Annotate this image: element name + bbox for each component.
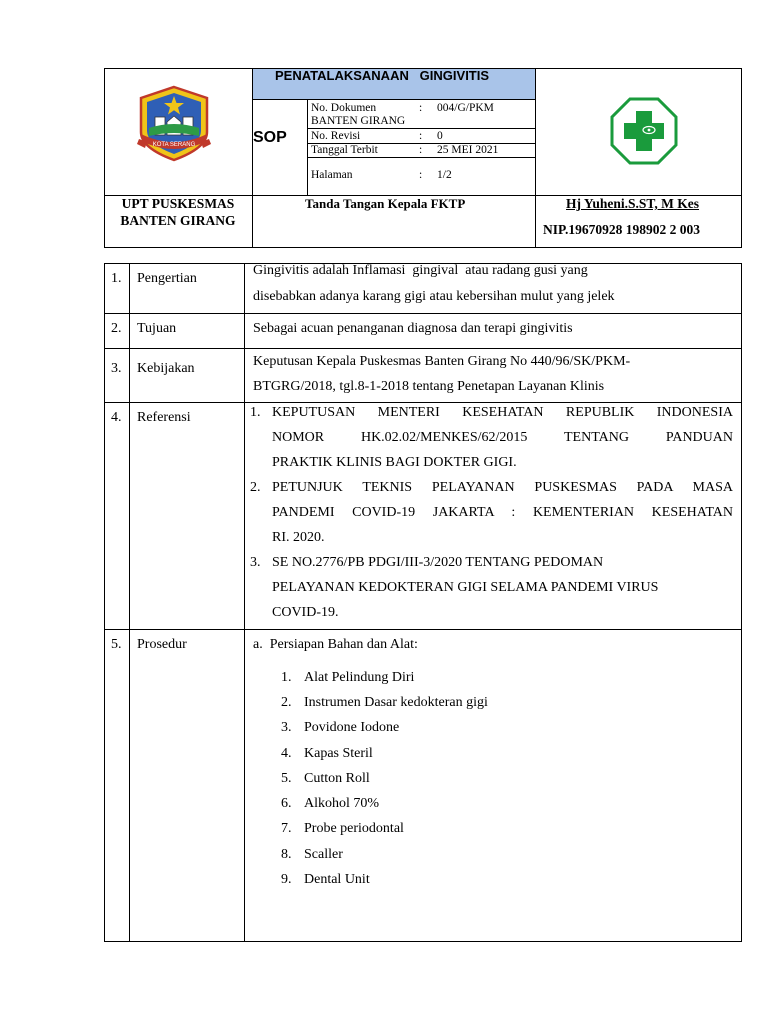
ref-line: PETUNJUK TEKNIS PELAYANAN PUSKESMAS PADA MASA <box>272 480 733 495</box>
meta-doc-label: No. Dokumen <box>311 102 377 114</box>
puskesmas-logo <box>610 97 678 165</box>
row-label-kebijakan: Kebijakan <box>137 361 195 376</box>
list-item-number: 1. <box>281 670 292 685</box>
row-number: 4. <box>111 410 122 425</box>
ref-line: PANDEMI COVID-19 JAKARTA : KEMENTERIAN KESEHATAN <box>272 505 733 520</box>
meta-page-colon: : <box>419 169 423 181</box>
list-item: Povidone Iodone <box>304 720 400 735</box>
row-text: Keputusan Kepala Puskesmas Banten Girang No 440/96/SK/PKM- <box>253 354 631 369</box>
logo-banner-text: KOTA SERANG <box>152 142 196 148</box>
list-item-number: 4. <box>281 746 292 761</box>
org-name-line2: BANTEN GIRANG <box>120 213 236 228</box>
org-name-line1: UPT PUSKESMAS <box>121 196 235 211</box>
ref-line: PELAYANAN KEDOKTERAN GIGI SELAMA PANDEMI VIRUS <box>272 580 659 595</box>
meta-date-colon: : <box>419 144 423 156</box>
list-item-number: 6. <box>281 796 292 811</box>
ref-line: COVID-19. <box>272 605 339 620</box>
row-text: disebabkan adanya karang gigi atau kebersihan mulut yang jelek <box>253 289 615 304</box>
ref-line: SE NO.2776/PB PDGI/III-3/2020 TENTANG PEDOMAN <box>272 555 604 570</box>
procedure-subheading: a. Persiapan Bahan dan Alat: <box>253 637 418 652</box>
list-item: Instrumen Dasar kedokteran gigi <box>304 695 488 710</box>
row-number: 2. <box>111 321 122 336</box>
ref-line: KEPUTUSAN MENTERI KESEHATAN REPUBLIK INDONESIA <box>272 405 733 420</box>
meta-rev-label: No. Revisi <box>311 130 361 142</box>
row-label-pengertian: Pengertian <box>137 271 197 286</box>
row-number: 5. <box>111 637 122 652</box>
ref-number: 3. <box>250 555 261 570</box>
list-item: Scaller <box>304 847 343 862</box>
list-item: Dental Unit <box>304 872 370 887</box>
row-label-referensi: Referensi <box>137 410 191 425</box>
list-item-number: 9. <box>281 872 292 887</box>
row-label-prosedur: Prosedur <box>137 637 187 652</box>
ref-line: PRAKTIK KLINIS BAGI DOKTER GIGI. <box>272 455 517 470</box>
list-item-number: 5. <box>281 771 292 786</box>
ref-number: 1. <box>250 405 261 420</box>
document-title: PENATALAKSANAAN GINGIVITIS <box>275 68 490 83</box>
row-number: 1. <box>111 271 122 286</box>
ref-line: NOMOR HK.02.02/MENKES/62/2015 TENTANG PANDUAN <box>272 430 733 445</box>
list-item-number: 8. <box>281 847 292 862</box>
row-text: BTGRG/2018, tgl.8-1-2018 tentang Penetapan Layanan Klinis <box>253 379 605 394</box>
row-text: Sebagai acuan penanganan diagnosa dan terapi gingivitis <box>253 321 573 336</box>
list-item-number: 2. <box>281 695 292 710</box>
list-item: Cutton Roll <box>304 771 370 786</box>
row-number: 3. <box>111 361 122 376</box>
head-name: Hj Yuheni.S.ST, M Kes <box>566 196 700 211</box>
meta-rev-colon: : <box>419 130 423 142</box>
meta-date-value: 25 MEI 2021 <box>437 144 499 156</box>
meta-page-label: Halaman <box>311 169 353 181</box>
signature-label: Tanda Tangan Kepala FKTP <box>305 196 466 211</box>
list-item: Alkohol 70% <box>304 796 380 811</box>
city-logo <box>135 84 213 164</box>
row-label-tujuan: Tujuan <box>137 321 177 336</box>
meta-date-label: Tanggal Terbit <box>311 144 378 156</box>
meta-doc-sub: BANTEN GIRANG <box>311 115 406 127</box>
list-item: Alat Pelindung Diri <box>304 670 415 685</box>
row-text: Gingivitis adalah Inflamasi gingival atau radang gusi yang <box>253 263 588 278</box>
ref-line: RI. 2020. <box>272 530 325 545</box>
list-item-number: 7. <box>281 821 292 836</box>
meta-rev-value: 0 <box>437 130 443 142</box>
meta-doc-colon: : <box>419 102 423 114</box>
ref-number: 2. <box>250 480 261 495</box>
sop-label: SOP <box>253 129 287 146</box>
head-nip: NIP.19670928 198902 2 003 <box>543 222 701 237</box>
list-item-number: 3. <box>281 720 292 735</box>
meta-page-value: 1/2 <box>437 169 452 181</box>
meta-doc-value: 004/G/PKM <box>437 102 494 114</box>
list-item: Probe periodontal <box>304 821 404 836</box>
list-item: Kapas Steril <box>304 746 373 761</box>
